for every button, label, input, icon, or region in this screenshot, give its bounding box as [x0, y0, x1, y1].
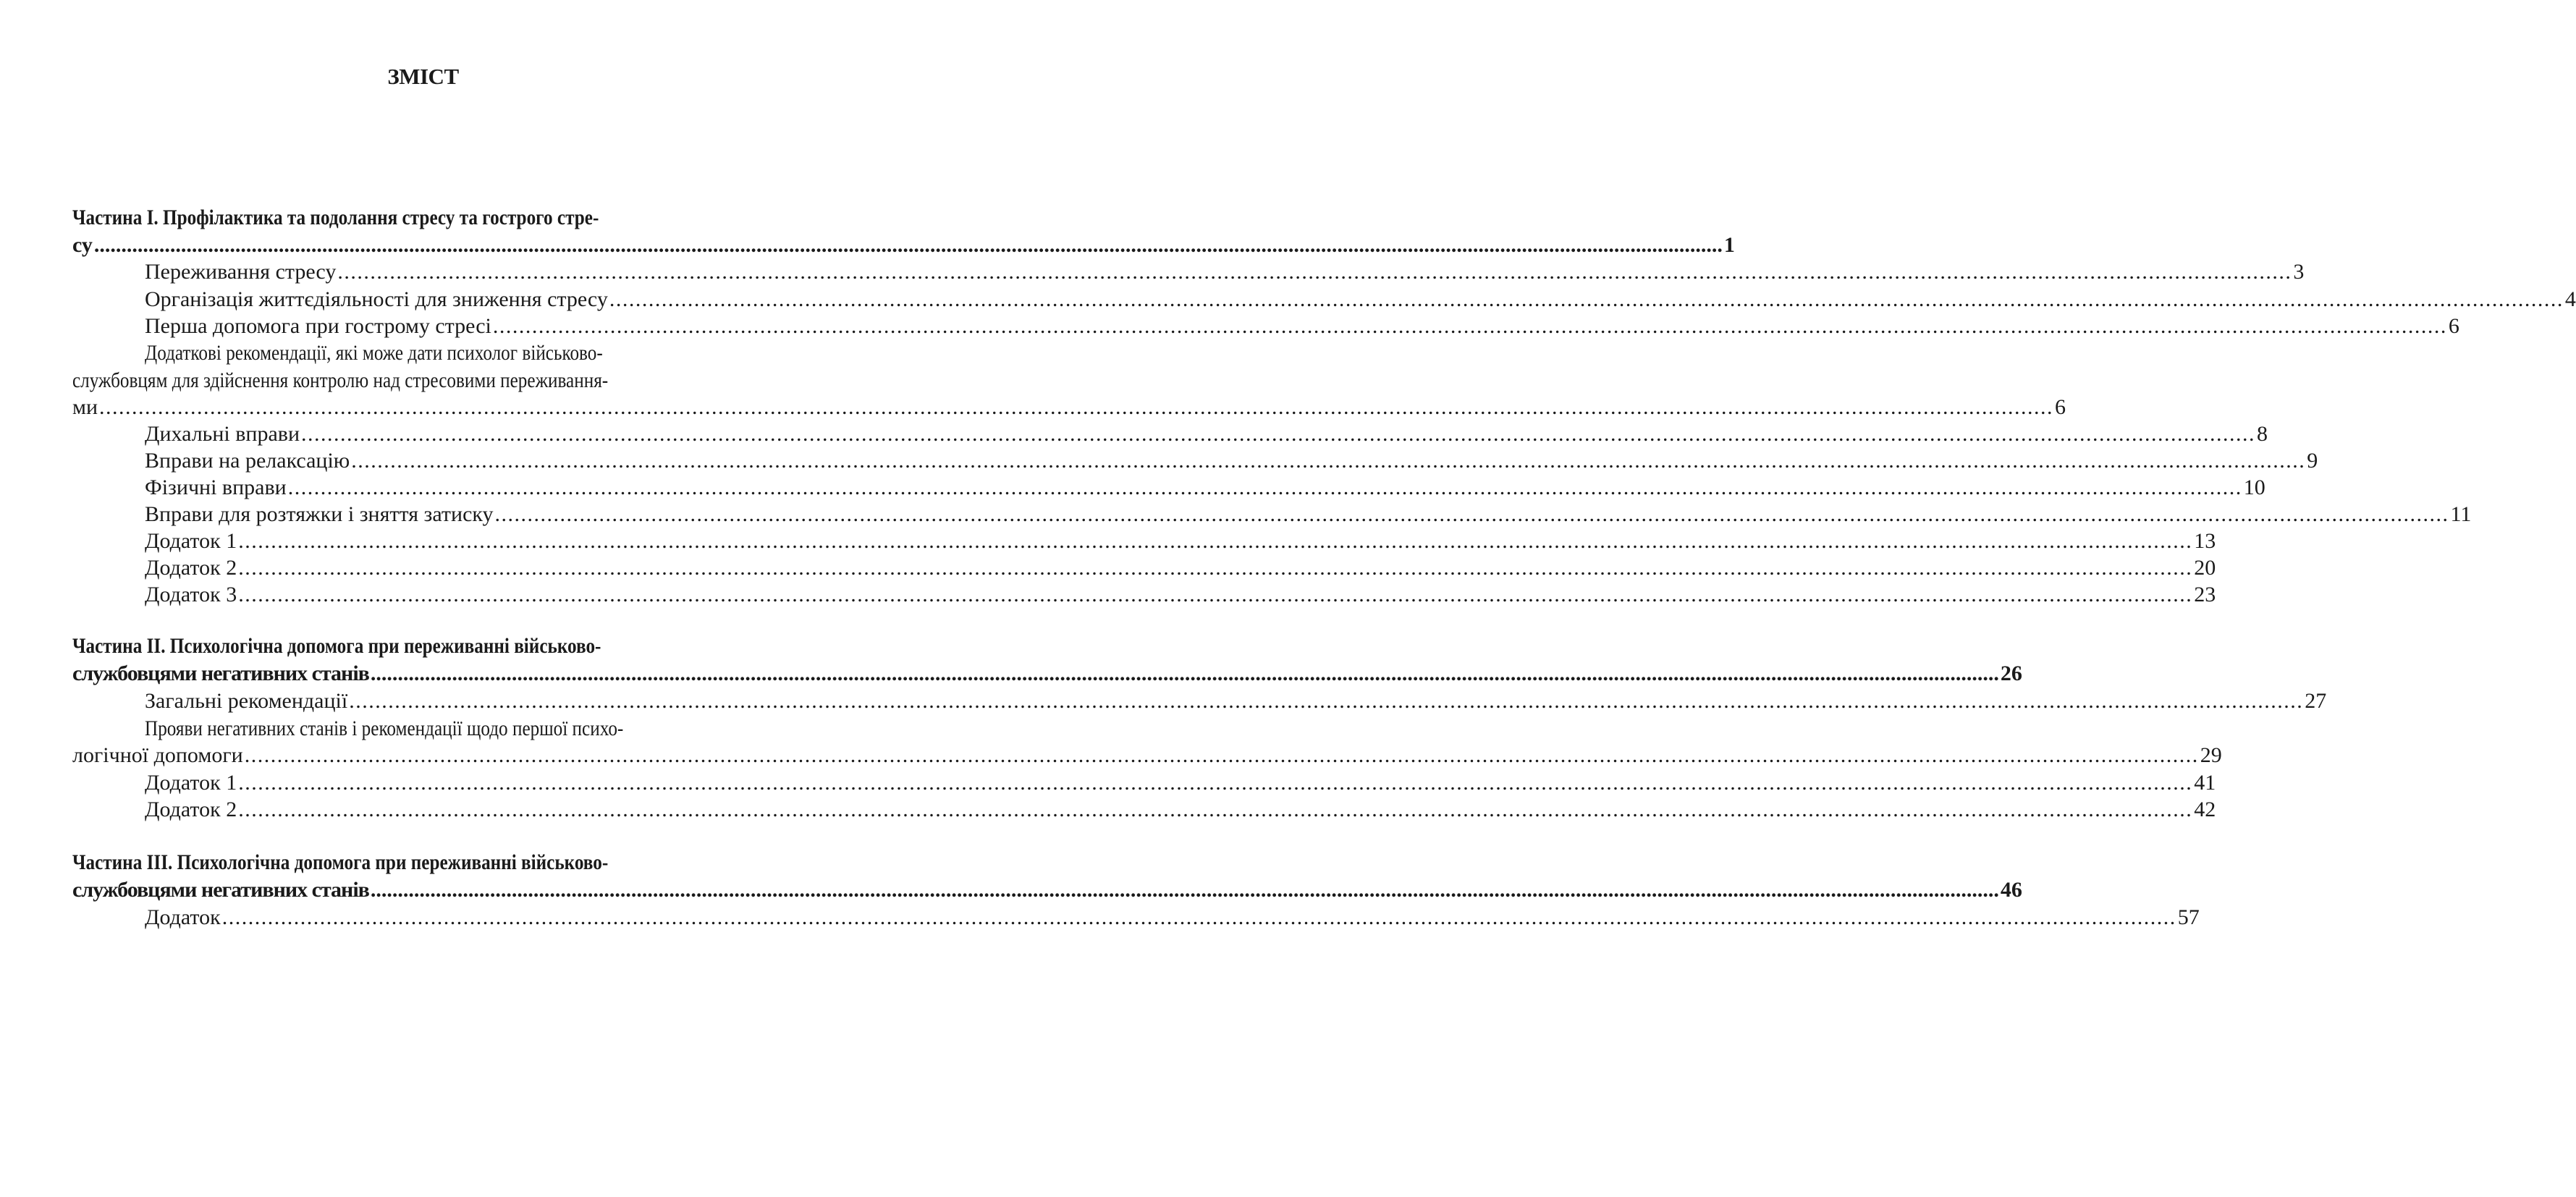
entry-text: Прояви негативних станів і рекомендації щодо першої психо-	[145, 716, 624, 740]
entry-text: Загальні рекомендації	[145, 689, 348, 713]
toc-entry-multiline[interactable]	[145, 715, 774, 743]
leader-dots: ............................................................................................................................................................................................................................................................................................................	[494, 502, 2449, 526]
entry-text: логічної допомоги	[72, 743, 243, 767]
leader-dots: ............................................................................................................................................................................................................................................................................................................	[492, 314, 2447, 338]
page-number: 20	[2194, 556, 2216, 580]
entry-text: Додаткові рекомендації, які може дати психолог військово-	[145, 341, 603, 365]
toc-entry[interactable]	[145, 581, 2216, 609]
entry-text: Додаток 1	[145, 529, 237, 553]
part-2-heading[interactable]	[72, 633, 774, 660]
toc-entry[interactable]	[145, 554, 2216, 582]
entry-text: Організація життєдіяльності для зниження стресу	[145, 287, 608, 311]
toc-entry[interactable]	[145, 258, 2305, 286]
page-number: 46	[2000, 878, 2022, 902]
entry-text: службовцям для здійснення контролю над стресовими переживання-	[72, 368, 609, 392]
leader-dots: ............................................................................................................................................................................................................................................................................................................	[238, 556, 2193, 580]
leader-dots: ............................................................................................................................................................................................................................................................................................................	[99, 395, 2054, 419]
leader-dots: ............................................................................................................................................................................................................................................................................................................	[370, 878, 1999, 902]
leader-dots: ............................................................................................................................................................................................................................................................................................................	[301, 422, 2255, 446]
page-number: 6	[2055, 395, 2066, 419]
leader-dots: ............................................................................................................................................................................................................................................................................................................	[349, 689, 2304, 713]
part-3-heading[interactable]	[72, 849, 774, 876]
page-number: 57	[2177, 905, 2200, 929]
page-number: 1	[1723, 233, 1735, 257]
leader-dots: ............................................................................................................................................................................................................................................................................................................	[93, 233, 1723, 257]
leader-dots: ............................................................................................................................................................................................................................................................................................................	[244, 743, 2199, 767]
page-title: ЗМІСТ	[387, 64, 459, 89]
toc-entry[interactable]	[145, 420, 2268, 448]
part-3-heading-cont[interactable]	[72, 876, 2022, 904]
page-number: 29	[2200, 743, 2222, 767]
entry-text: Вправи на релаксацію	[145, 449, 350, 473]
page-number: 23	[2194, 583, 2216, 606]
leader-dots: ............................................................................................................................................................................................................................................................................................................	[337, 260, 2292, 284]
entry-text: Додаток 3	[145, 583, 237, 606]
page-number: 3	[2293, 260, 2305, 284]
toc-entry[interactable]	[145, 688, 2327, 715]
toc-entry[interactable]	[145, 501, 2472, 528]
page-number: 8	[2257, 422, 2268, 446]
leader-dots: ............................................................................................................................................................................................................................................................................................................	[238, 771, 2193, 795]
entry-text: Переживання стресу	[145, 260, 337, 284]
part-heading-text: су	[72, 233, 93, 257]
entry-text: Додаток 1	[145, 771, 237, 795]
toc-entry[interactable]	[145, 904, 2200, 931]
page-number: 4	[2564, 287, 2576, 311]
page-number: 6	[2448, 314, 2459, 338]
part-heading-text: Частина ІІІ. Психологічна допомога при переживанні військово-	[72, 850, 609, 874]
toc-entry[interactable]	[145, 528, 2216, 555]
part-heading-text: Частина І. Профілактика та подолання стресу та гострого стре-	[72, 206, 599, 229]
entry-text: Дихальні вправи	[145, 422, 300, 446]
leader-dots: ............................................................................................................................................................................................................................................................................................................	[370, 661, 1999, 685]
leader-dots: ............................................................................................................................................................................................................................................................................................................	[609, 287, 2564, 311]
toc-entry-multiline-end[interactable]	[72, 394, 2066, 421]
entry-text: Додаток 2	[145, 556, 237, 580]
toc-entry[interactable]	[145, 447, 2318, 475]
toc-entry-multiline[interactable]	[145, 339, 774, 367]
part-1-heading-cont[interactable]	[72, 232, 1735, 259]
page-number: 13	[2194, 529, 2216, 553]
leader-dots: ............................................................................................................................................................................................................................................................................................................	[287, 475, 2242, 499]
page-number: 11	[2450, 502, 2472, 526]
toc-entry-multiline-cont[interactable]	[72, 367, 774, 394]
part-heading-text: службовцями негативних станів	[72, 878, 369, 902]
page-number: 9	[2307, 449, 2318, 473]
leader-dots: ............................................................................................................................................................................................................................................................................................................	[238, 529, 2193, 553]
page-number: 10	[2243, 475, 2265, 499]
leader-dots: ............................................................................................................................................................................................................................................................................................................	[221, 905, 2176, 929]
part-1-heading[interactable]	[72, 204, 774, 232]
leader-dots: ............................................................................................................................................................................................................................................................................................................	[238, 798, 2193, 821]
toc-entry[interactable]	[145, 796, 2216, 824]
entry-text: Додаток	[145, 905, 221, 929]
toc-entry[interactable]	[145, 474, 2265, 502]
toc-entry-multiline-end[interactable]	[72, 742, 2222, 769]
toc-entry[interactable]	[145, 313, 2459, 340]
page-number: 42	[2194, 798, 2216, 821]
page-number: 27	[2305, 689, 2327, 713]
part-2-heading-cont[interactable]	[72, 660, 2022, 688]
entry-text: Додаток 2	[145, 798, 237, 821]
toc-entry[interactable]	[145, 286, 2576, 313]
leader-dots: ............................................................................................................................................................................................................................................................................................................	[351, 449, 2306, 473]
entry-text: Фізичні вправи	[145, 475, 287, 499]
page-number: 26	[2000, 661, 2022, 685]
toc-entry[interactable]	[145, 769, 2216, 797]
page-number: 41	[2194, 771, 2216, 795]
part-heading-text: Частина ІІ. Психологічна допомога при переживанні військово-	[72, 634, 601, 658]
entry-text: Вправи для розтяжки і зняття затиску	[145, 502, 494, 526]
part-heading-text: службовцями негативних станів	[72, 661, 369, 685]
entry-text: Перша допомога при гострому стресі	[145, 314, 491, 338]
leader-dots: ............................................................................................................................................................................................................................................................................................................	[238, 583, 2193, 606]
entry-text: ми	[72, 395, 98, 419]
